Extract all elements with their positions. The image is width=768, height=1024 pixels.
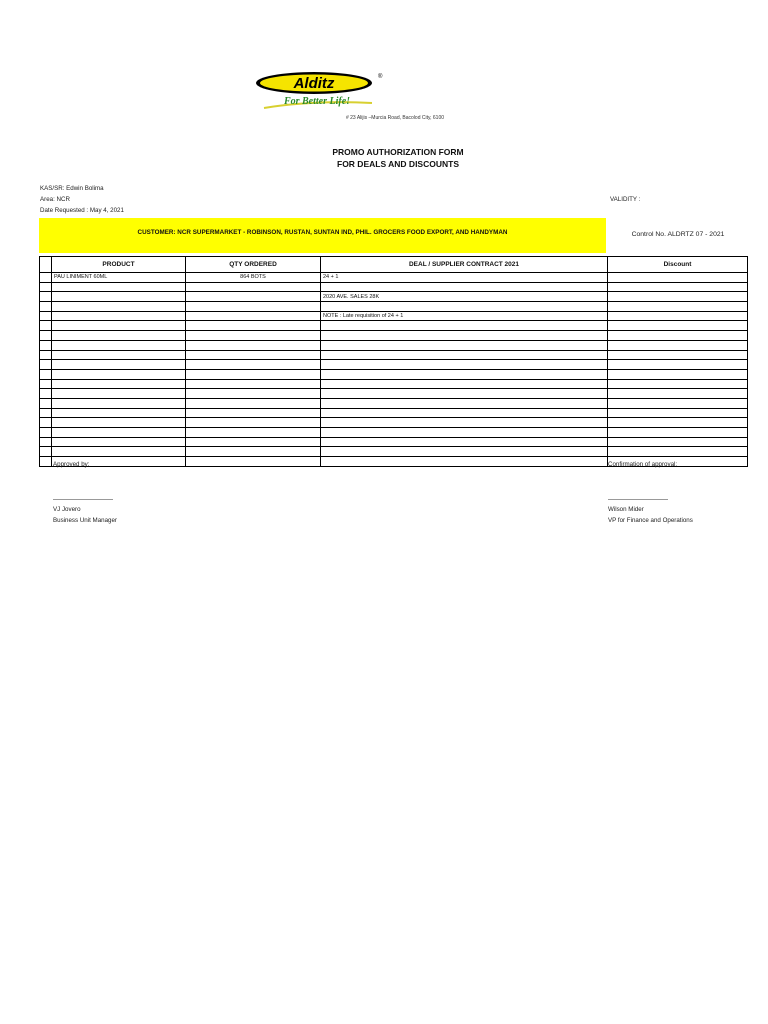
discount-cell [608,282,748,292]
table-row [40,360,748,370]
product-cell [52,311,186,321]
discount-cell [608,418,748,428]
row-marker-cell [40,457,52,467]
deal-header: DEAL / SUPPLIER CONTRACT 2021 [321,257,608,273]
qty-cell [186,350,321,360]
product-cell [52,302,186,312]
discount-cell [608,398,748,408]
qty-cell [186,292,321,302]
confirmation-label: Confirmation of approval: [608,461,678,468]
product-cell [52,292,186,302]
discount-cell [608,408,748,418]
product-cell [52,321,186,331]
qty-cell [186,302,321,312]
qty-cell [186,457,321,467]
table-row [40,447,748,457]
table-row [40,398,748,408]
product-cell [52,437,186,447]
discount-cell [608,360,748,370]
table-row [40,408,748,418]
form-title-line2: FOR DEALS AND DISCOUNTS [337,159,459,169]
product-cell [52,428,186,438]
product-cell [52,389,186,399]
discount-cell [608,321,748,331]
deal-cell: NOTE : Late requisition of 24 + 1 [321,311,608,321]
product-header: PRODUCT [52,257,186,273]
discount-cell [608,379,748,389]
row-marker-cell [40,282,52,292]
table-row [40,369,748,379]
qty-cell: 864 BOTS [186,273,321,283]
qty-cell [186,389,321,399]
company-address: # 23 Alijis –Murcia Road, Bacolod City, 6100 [345,115,444,121]
deal-cell [321,428,608,438]
product-cell [52,369,186,379]
discount-cell [608,437,748,447]
deal-cell [321,379,608,389]
kas-sr-field: KAS/SR: Edwin Bolima [40,185,104,192]
left-signatory-name: VJ Jovero [53,506,81,513]
customer-text: CUSTOMER: NCR SUPERMARKET - ROBINSON, RUSTAN, SUNTAN IND, PHIL. GROCERS FOOD EXPORT, AND HANDYMAN [137,229,508,236]
right-signature-line [608,499,668,500]
right-signatory-title: VP for Finance and Operations [608,517,693,524]
product-cell [52,418,186,428]
product-cell: PAU LINIMENT 60ML [52,273,186,283]
table-row [40,292,748,302]
row-marker-cell [40,331,52,341]
table-row [40,379,748,389]
qty-cell [186,369,321,379]
table-body [40,273,748,467]
row-marker-cell [40,302,52,312]
qty-cell [186,331,321,341]
logo-tagline: For Better Life! [283,96,351,107]
row-marker-cell [40,379,52,389]
table-row [40,389,748,399]
discount-cell [608,350,748,360]
registered-mark: ® [378,74,383,80]
deal-cell [321,360,608,370]
deal-cell [321,350,608,360]
discount-cell [608,331,748,341]
row-marker-cell [40,292,52,302]
qty-cell [186,447,321,457]
deal-cell [321,457,608,467]
deal-cell [321,369,608,379]
table-row [40,350,748,360]
product-cell [52,350,186,360]
table-row [40,418,748,428]
deal-cell [321,447,608,457]
row-marker-cell [40,437,52,447]
table-row [40,282,748,292]
row-marker-cell [40,369,52,379]
qty-cell [186,437,321,447]
deal-cell [321,408,608,418]
discount-cell [608,302,748,312]
row-marker-cell [40,360,52,370]
row-marker-cell [40,311,52,321]
discount-cell [608,292,748,302]
table-row [40,437,748,447]
qty-cell [186,398,321,408]
row-marker-cell [40,408,52,418]
deal-cell: 24 + 1 [321,273,608,283]
row-marker-cell [40,350,52,360]
table-row [40,302,748,312]
validity-field: VALIDITY : [610,196,641,203]
deal-cell: 2020 AVE. SALES 28K [321,292,608,302]
table-header-row [40,257,748,273]
qty-cell [186,282,321,292]
table-row [40,428,748,438]
logo-text: Alditz [293,75,335,92]
product-cell [52,282,186,292]
qty-cell [186,321,321,331]
row-marker-cell [40,418,52,428]
discount-cell [608,369,748,379]
qty-cell [186,408,321,418]
qty-cell [186,379,321,389]
table-row [40,331,748,341]
discount-cell [608,273,748,283]
deal-cell [321,398,608,408]
product-cell [52,340,186,350]
row-marker-cell [40,398,52,408]
row-marker-cell [40,340,52,350]
product-cell [52,331,186,341]
qty-cell [186,311,321,321]
table-row [40,340,748,350]
product-cell [52,408,186,418]
qty-header: QTY ORDERED [186,257,321,273]
discount-cell [608,389,748,399]
form-title [240,146,556,170]
row-marker-cell [40,447,52,457]
discount-cell [608,311,748,321]
qty-cell [186,360,321,370]
table-row [40,273,748,283]
row-marker-cell [40,389,52,399]
row-marker-cell [40,273,52,283]
product-cell [52,379,186,389]
date-requested-field: Date Requested : May 4, 2021 [40,207,124,214]
items-table [39,256,748,467]
row-marker-cell [40,428,52,438]
deal-cell [321,389,608,399]
deal-cell [321,340,608,350]
approved-by-label: Approved by: [53,461,90,468]
discount-cell [608,428,748,438]
deal-cell [321,437,608,447]
deal-cell [321,302,608,312]
product-cell [52,360,186,370]
qty-cell [186,428,321,438]
area-field: Area: NCR [40,196,70,203]
product-cell [52,398,186,408]
right-signatory-name: Wilson Mider [608,506,644,513]
control-number: Control No. ALDRTZ 07 - 2021 [631,231,725,238]
table-row [40,311,748,321]
row-marker-cell [40,321,52,331]
discount-cell [608,447,748,457]
company-logo [254,70,386,112]
deal-cell [321,321,608,331]
deal-cell [321,331,608,341]
qty-cell [186,340,321,350]
deal-cell [321,418,608,428]
discount-header: Discount [608,257,748,273]
qty-cell [186,418,321,428]
discount-cell [608,340,748,350]
row-marker-header [40,257,52,273]
left-signature-line [53,499,113,500]
deal-cell [321,282,608,292]
table-row [40,321,748,331]
left-signatory-title: Business Unit Manager [53,517,117,524]
form-title-line1: PROMO AUTHORIZATION FORM [332,147,464,157]
product-cell [52,447,186,457]
